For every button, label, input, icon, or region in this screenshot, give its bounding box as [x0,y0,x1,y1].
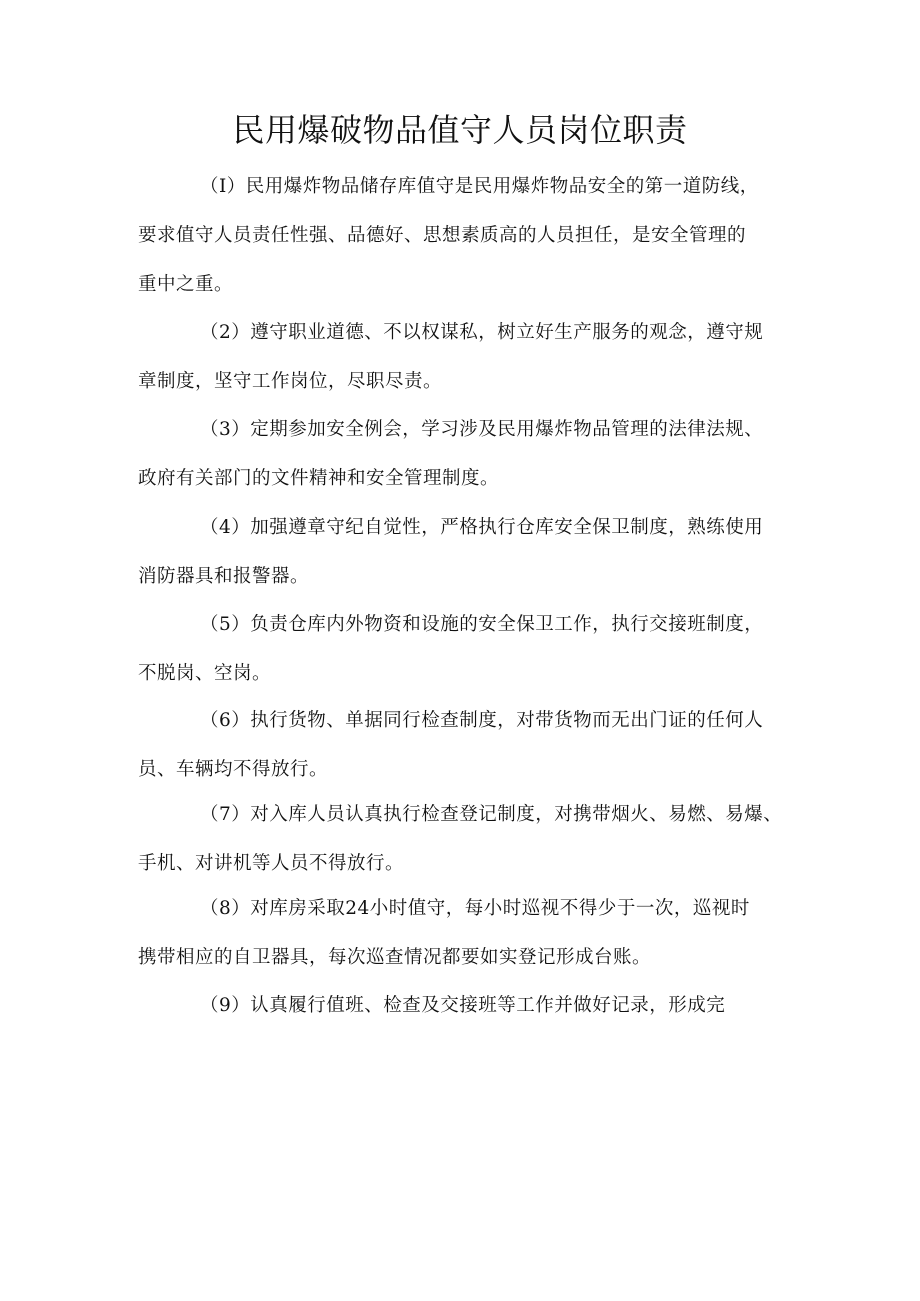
paragraph-2 [138,308,788,406]
paragraph-line: （6）执行货物、单据同行检查制度，对带货物而无出门证的任何人 [200,710,764,731]
paragraph-line: 消防器具和报警器。 [138,566,310,587]
paragraph-line: 政府有关部门的文件精神和安全管理制度。 [138,468,500,489]
paragraph-line: 员、车辆均不得放行。 [138,759,329,780]
paragraph-line: 章制度，坚守工作岗位，尽职尽责。 [138,371,443,392]
paragraph-line: 不脱岗、空岗。 [138,663,272,684]
paragraph-line: （8）对库房采取24小时值守，每小时巡视不得少于一次，巡视时 [200,898,750,919]
paragraph-line: （9）认真履行值班、检查及交接班等工作并做好记录，形成完 [200,995,726,1016]
paragraph-8 [138,884,788,982]
paragraph-line: 要求值守人员责任性强、品德好、思想素质高的人员担任，是安全管理的 [138,225,747,246]
paragraph-4 [138,503,788,601]
paragraph-9 [138,981,788,1030]
paragraph-line: 重中之重。 [138,274,234,295]
paragraph-line: 携带相应的自卫器具，每次巡查情况都要如实登记形成台账。 [138,947,652,968]
paragraph-1 [138,162,788,309]
paragraph-3 [138,405,788,503]
paragraph-line: 手机、对讲机等人员不得放行。 [138,853,405,874]
paragraph-line: （7）对入库人员认真执行检查登记制度，对携带烟火、易燃、易爆、 [200,804,783,825]
paragraph-line: （5）负责仓库内外物资和设施的安全保卫工作，执行交接班制度， [200,614,764,635]
paragraph-6 [138,696,788,794]
paragraph-line: （I）民用爆炸物品储存库值守是民用爆炸物品安全的第一道防线， [200,176,759,197]
paragraph-7 [138,790,788,888]
paragraph-line: （4）加强遵章守纪自觉性，严格执行仓库安全保卫制度，熟练使用 [200,517,764,538]
document-title: 民用爆破物品值守人员岗位职责 [232,111,688,149]
paragraph-5 [138,600,788,698]
paragraph-line: （3）定期参加安全例会，学习涉及民用爆炸物品管理的法律法规、 [200,419,764,440]
paragraph-line: （2）遵守职业道德、不以权谋私，树立好生产服务的观念，遵守规 [200,322,764,343]
